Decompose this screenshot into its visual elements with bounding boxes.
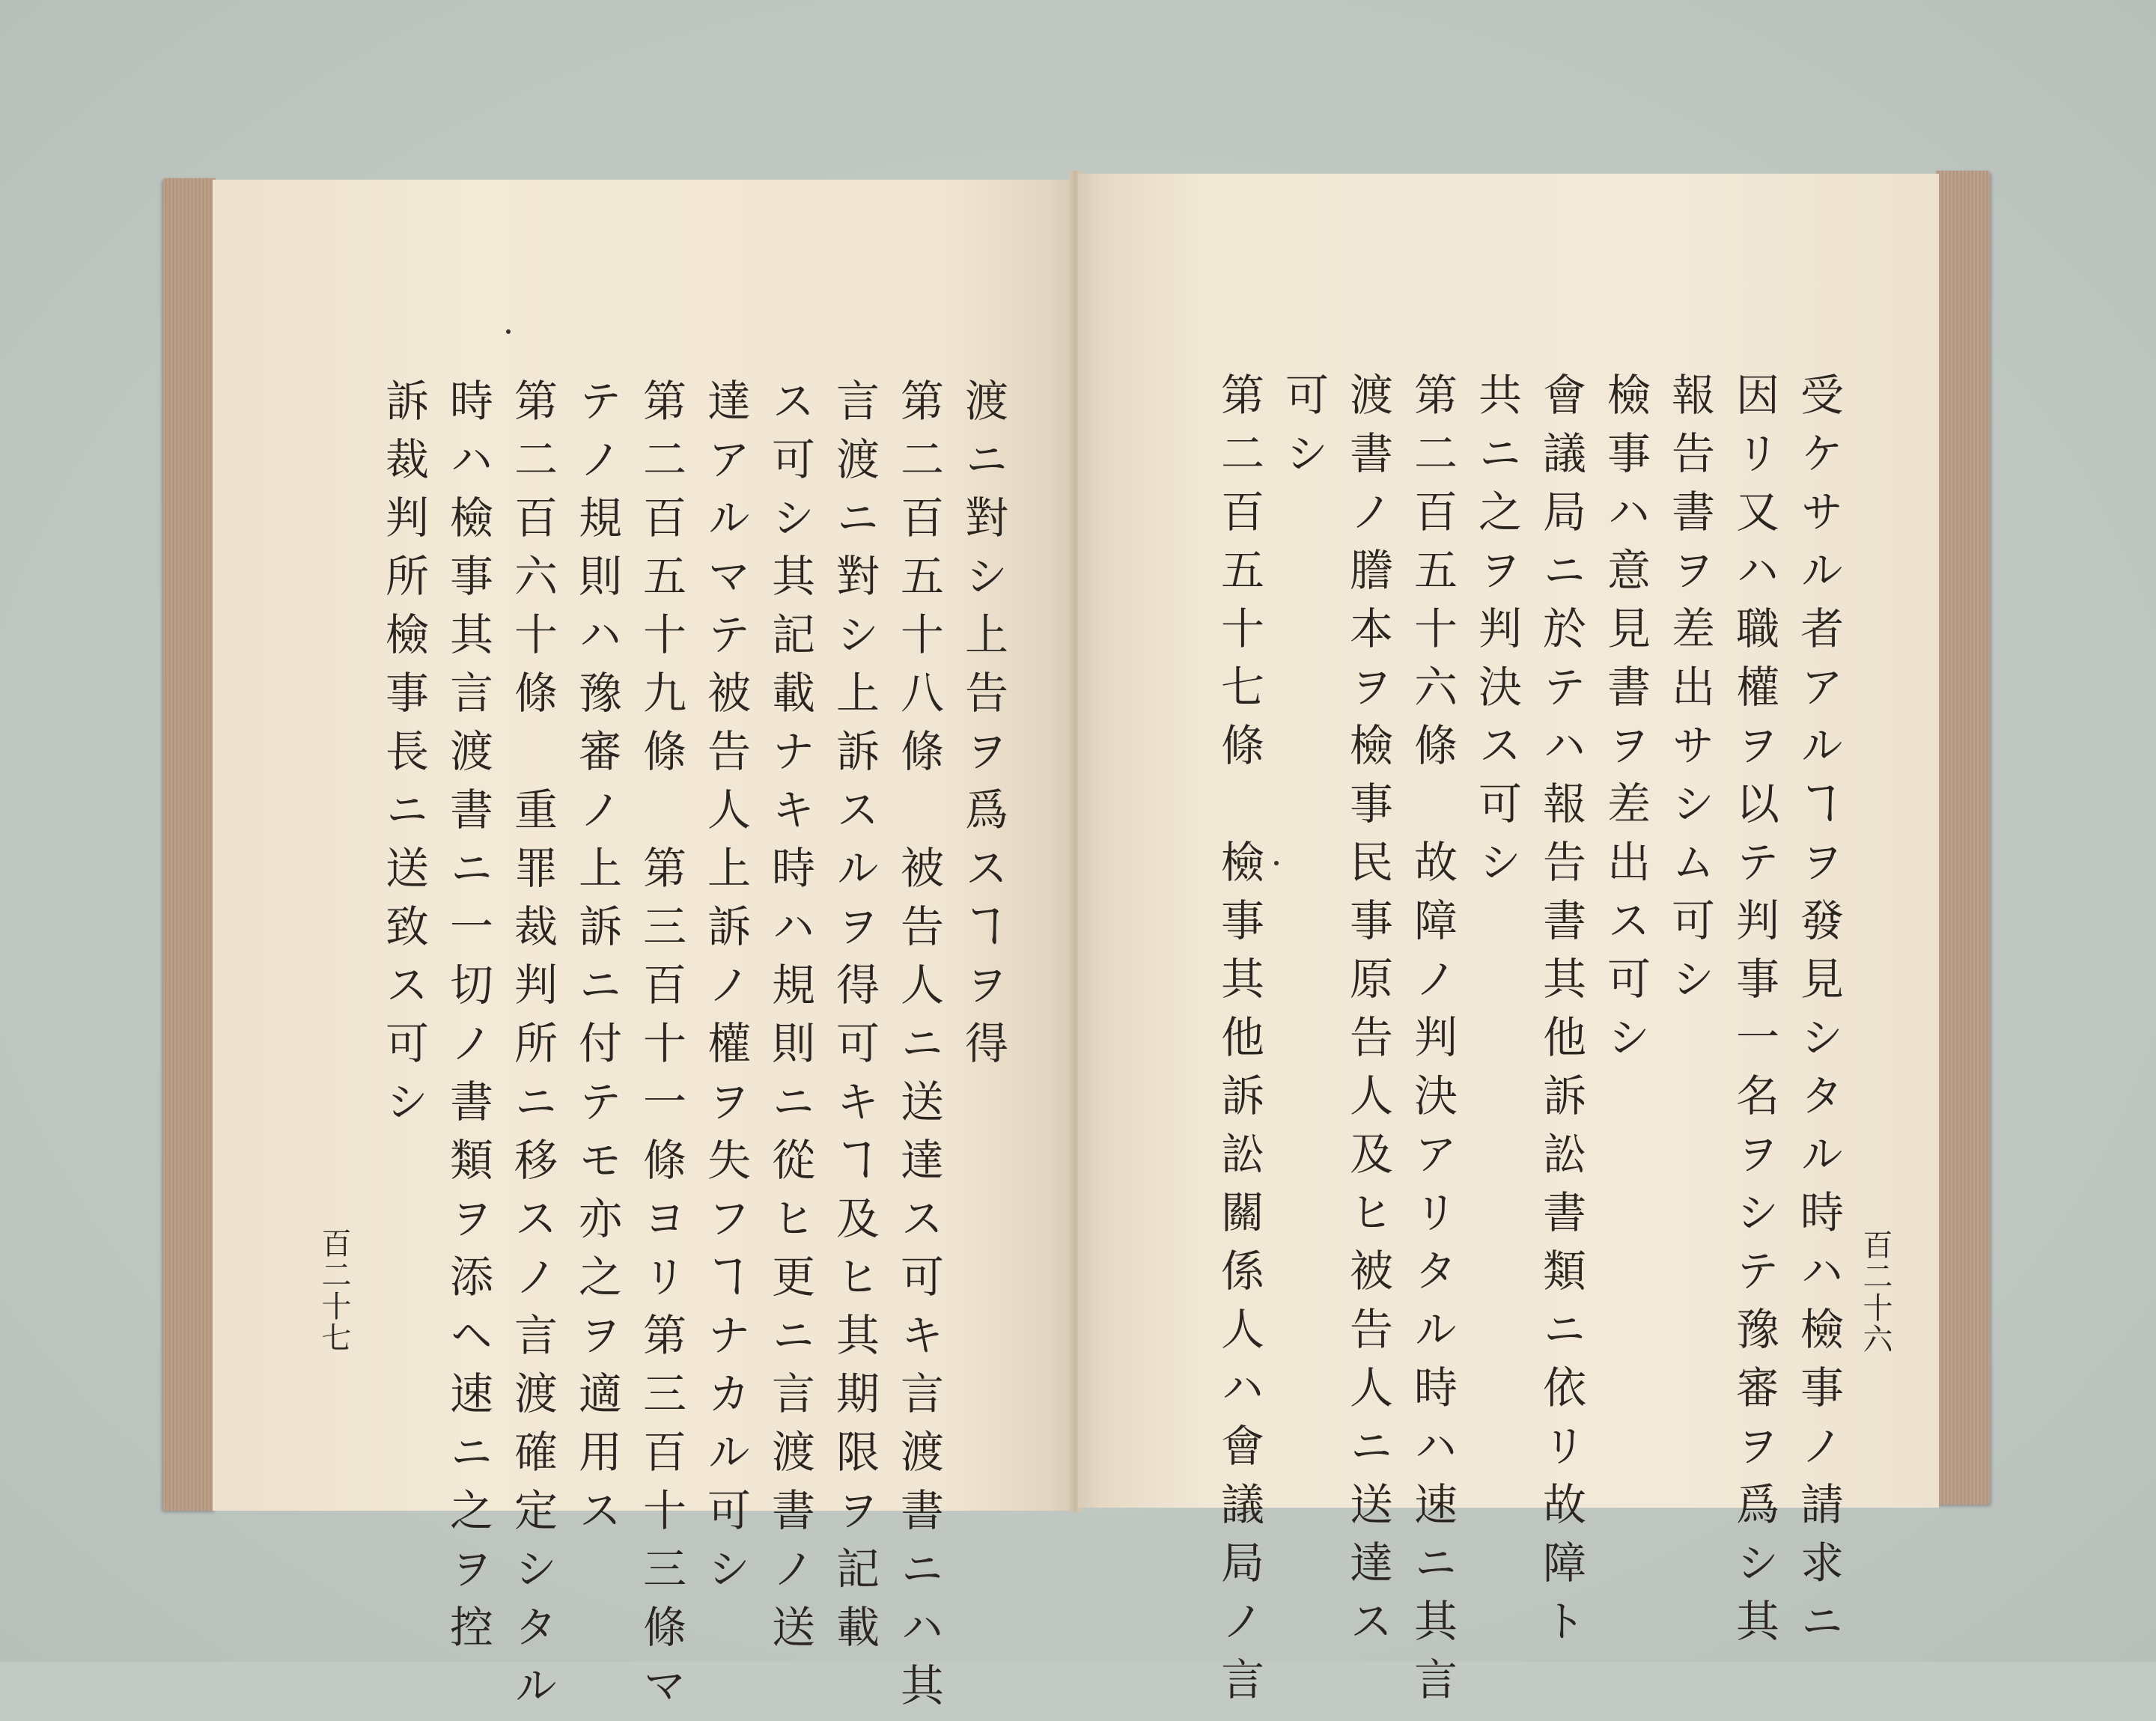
left-col-10: 訴裁判所檢事長ニ送致ス可シ — [378, 378, 429, 1137]
left-col-1: 渡ニ對シ上告ヲ爲スヿヲ得 — [957, 378, 1008, 1079]
left-col-9: 時ハ檢事其言渡書ニ一切ノ書類ヲ添ヘ速ニ之ヲ控 — [442, 378, 493, 1663]
book-edge-right — [1936, 171, 1990, 1505]
right-col-7: 第二百五十六條 故障ノ判決アリタル時ハ速ニ其言 — [1407, 372, 1458, 1715]
right-col-5: 會議局ニ於テハ報告書其他訴訟書類ニ依リ故障ト — [1535, 372, 1586, 1657]
right-page-number: 百二十六 — [1858, 1229, 1892, 1355]
left-col-3: 言渡ニ對シ上訴スルヲ得可キヿ及ヒ其期限ヲ記載 — [829, 378, 880, 1663]
right-page — [1078, 174, 1939, 1715]
left-col-8: 第二百六十條 重罪裁判所ニ移スノ言渡確定シタル — [507, 378, 558, 1721]
right-col-8: 渡書ノ謄本ヲ檢事民事原告人及ヒ被告人ニ送達ス — [1342, 372, 1393, 1657]
left-col-2: 第二百五十八條 被告人ニ送達ス可キ言渡書ニハ其 — [893, 378, 944, 1721]
right-col-2: 因リ又ハ職權ヲ以テ判事一名ヲシテ豫審ヲ爲シ其 — [1729, 372, 1779, 1657]
right-col-4: 檢事ハ意見書ヲ差出ス可シ — [1600, 372, 1651, 1073]
right-col-1: 受ケサル者アルヿヲ發見シタル時ハ檢事ノ請求ニ — [1793, 372, 1844, 1657]
right-col-6: 共ニ之ヲ判決ス可シ — [1471, 372, 1522, 898]
left-col-5: 達アルマテ被告人上訴ノ權ヲ失フヿナカル可シ — [700, 378, 751, 1604]
left-col-6: 第二百五十九條 第三百十一條ヨリ第三百十三條マ — [636, 378, 686, 1721]
book-edge-left — [163, 178, 216, 1511]
right-col-10: 第二百五十七條 檢事其他訴訟關係人ハ會議局ノ言 — [1213, 372, 1264, 1715]
right-col-9: 可シ — [1278, 372, 1329, 489]
ink-speck — [1274, 861, 1279, 865]
left-page — [213, 180, 1072, 1721]
open-book — [163, 171, 1990, 1721]
right-col-3: 報告書ヲ差出サシム可シ — [1664, 372, 1715, 1014]
left-page-number: 百二十七 — [317, 1228, 351, 1353]
left-col-7: テノ規則ハ豫審ノ上訴ニ付テモ亦之ヲ適用ス — [571, 378, 622, 1546]
ink-speck — [506, 329, 511, 334]
left-col-4: ス可シ其記載ナキ時ハ規則ニ從ヒ更ニ言渡書ノ送 — [764, 378, 815, 1663]
